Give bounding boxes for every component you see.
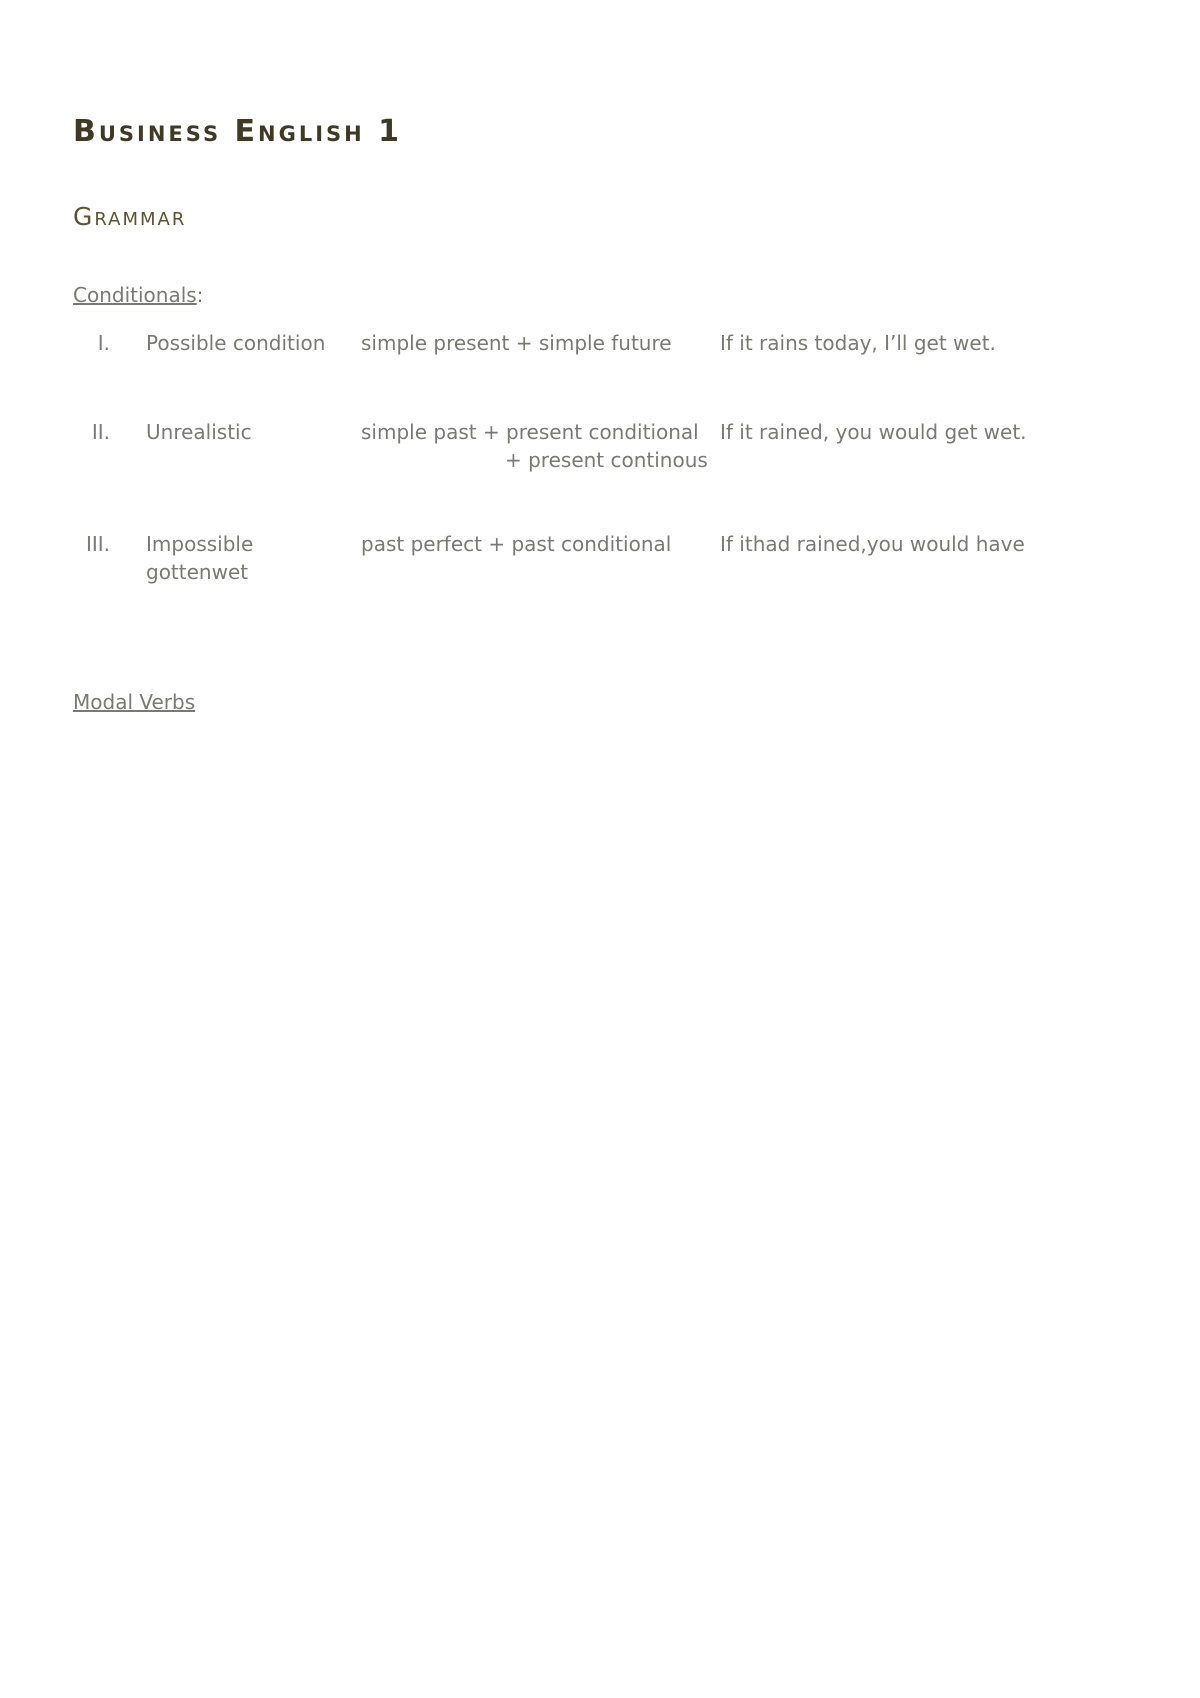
conditionals-heading-label: Conditionals	[73, 283, 197, 307]
row-formula-continuation: + present continous	[505, 448, 708, 472]
row-numeral: I.	[97, 331, 110, 355]
row-formula: past perfect + past conditional	[361, 532, 672, 556]
row-type: Impossible	[146, 532, 254, 556]
row-type: Possible condition	[146, 331, 326, 355]
row-type-continuation: gottenwet	[146, 560, 249, 584]
row-formula: simple past + present conditional	[361, 420, 699, 444]
row-formula: simple present + simple future	[361, 331, 672, 355]
row-example: If it rains today, I’ll get wet.	[720, 331, 996, 355]
conditionals-heading	[73, 281, 203, 309]
row-example: If it rained, you would get wet.	[720, 420, 1027, 444]
row-example: If ithad rained,you would have	[720, 532, 1025, 556]
row-numeral: III.	[85, 532, 110, 556]
section-heading-grammar: Grammar	[73, 202, 187, 231]
document-title: Business English 1	[73, 114, 403, 149]
conditionals-heading-colon: :	[196, 283, 204, 307]
row-numeral: II.	[91, 420, 110, 444]
modal-verbs-heading	[73, 688, 195, 716]
modal-verbs-heading-label: Modal Verbs	[73, 690, 196, 714]
row-type: Unrealistic	[146, 420, 252, 444]
